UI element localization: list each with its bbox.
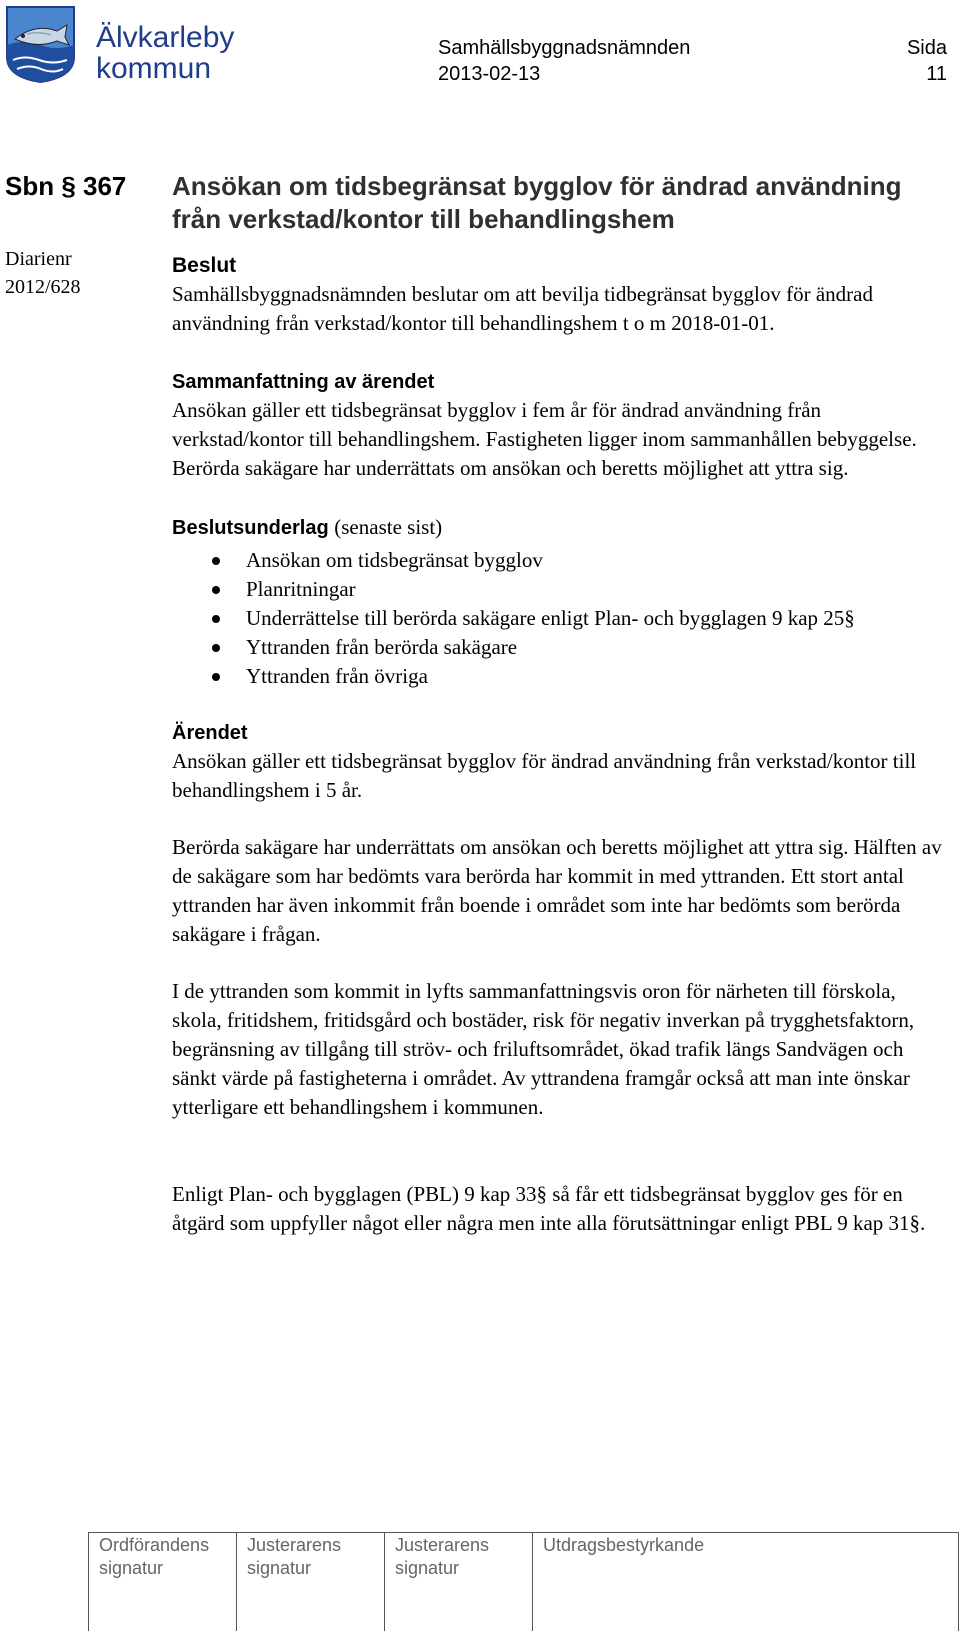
beslutsunderlag-heading bbox=[172, 513, 947, 542]
signature-label: Utdragsbestyrkande bbox=[543, 1535, 705, 1555]
beslutsunderlag-title: Beslutsunderlag bbox=[172, 517, 329, 539]
signature-label: signatur bbox=[247, 1558, 312, 1578]
beslutsunderlag-subtitle: (senaste sist) bbox=[334, 515, 443, 539]
beslut-text: Samhällsbyggnadsnämnden beslutar om att bevilja tidbegränsat bygglov för ändrad användning från verkstad/kontor till behandlingshem t o m 2018-01-01. bbox=[172, 282, 873, 335]
sammanfattning-text: Ansökan gäller ett tidsbegränsat bygglov i fem år för ändrad användning från verkstad/kontor till behandlingshem. Fastigheten ligger inom sammanhållen bebyggelse. Berörda sakägare har underrättats om ansökan och beretts möjlighet att yttra sig. bbox=[172, 398, 917, 480]
sammanfattning-heading: Sammanfattning av ärendet bbox=[172, 371, 435, 393]
signature-label: Justerarens bbox=[395, 1535, 490, 1555]
arendet-heading: Ärendet bbox=[172, 722, 248, 744]
signature-label: Ordförandens bbox=[99, 1535, 210, 1555]
list-item: Planritningar bbox=[172, 575, 947, 604]
signature-label: signatur bbox=[395, 1558, 460, 1578]
page-number: 11 bbox=[926, 63, 947, 85]
page-label: Sida bbox=[906, 37, 947, 59]
list-item: Ansökan om tidsbegränsat bygglov bbox=[172, 546, 947, 575]
list-item: Yttranden från berörda sakägare bbox=[172, 633, 947, 662]
org-name-line2: kommun bbox=[96, 52, 212, 85]
main-content bbox=[172, 170, 947, 1238]
meeting-date: 2013-02-13 bbox=[438, 63, 541, 85]
beslutsunderlag-list bbox=[172, 546, 947, 691]
signature-cell-adjuster-1 bbox=[237, 1533, 385, 1631]
beslut-heading: Beslut bbox=[172, 254, 237, 277]
diarie-label: Diarienr bbox=[5, 248, 72, 270]
signature-label: signatur bbox=[99, 1558, 164, 1578]
case-number: Sbn § 367 bbox=[5, 171, 127, 201]
signature-cell-chair bbox=[89, 1533, 237, 1631]
arendet-paragraph: I de yttranden som kommit in lyfts sammanfattningsvis oron för närheten till förskola, skola, fritidshem, fritidsgård och bostäder, risk för negativ inverkan på trygghetsfaktorn, begränsning av tillgång till ströv- och friluftsområdet, ökad trafik längs Sandvägen och sänkt värde på fastigheterna i området. Av yttrandena framgår också att man inte önskar ytterligare ett behandlingshem i kommunen. bbox=[172, 979, 915, 1119]
arendet-paragraph: Ansökan gäller ett tidsbegränsat bygglov för ändrad användning från verkstad/kontor till behandlingshem i 5 år. bbox=[172, 749, 917, 802]
diarie-number: 2012/628 bbox=[5, 276, 81, 298]
org-name-line1: Älvkarleby bbox=[96, 21, 235, 54]
signature-label: Justerarens bbox=[247, 1535, 342, 1555]
list-item: Yttranden från övriga bbox=[172, 662, 947, 691]
arendet-paragraph: Enligt Plan- och bygglagen (PBL) 9 kap 33§ så får ett tidsbegränsat bygglov ges för en åtgärd som uppfyller något eller några men inte alla förutsättningar enligt PBL 9 kap 31§. bbox=[172, 1182, 926, 1235]
signature-cell-extract bbox=[533, 1533, 958, 1631]
case-title: Ansökan om tidsbegränsat bygglov för ändrad användning från verkstad/kontor till behandlingshem bbox=[172, 171, 902, 234]
committee-name: Samhällsbyggnadsnämnden bbox=[438, 37, 691, 59]
organization-name bbox=[96, 22, 234, 84]
list-item: Underrättelse till berörda sakägare enligt Plan- och bygglagen 9 kap 25§ bbox=[172, 604, 947, 633]
municipality-logo bbox=[5, 5, 76, 83]
signature-cell-adjuster-2 bbox=[385, 1533, 533, 1631]
signature-table bbox=[88, 1532, 959, 1631]
arendet-paragraph: Berörda sakägare har underrättats om ansökan och beretts möjlighet att yttra sig. Hälften av de sakägare som har bedömts vara berörda har kommit in med yttranden. Ett stort antal yttranden har även inkommit från boende i området som inte har bedömts som berörda sakägare i frågan. bbox=[172, 835, 942, 946]
